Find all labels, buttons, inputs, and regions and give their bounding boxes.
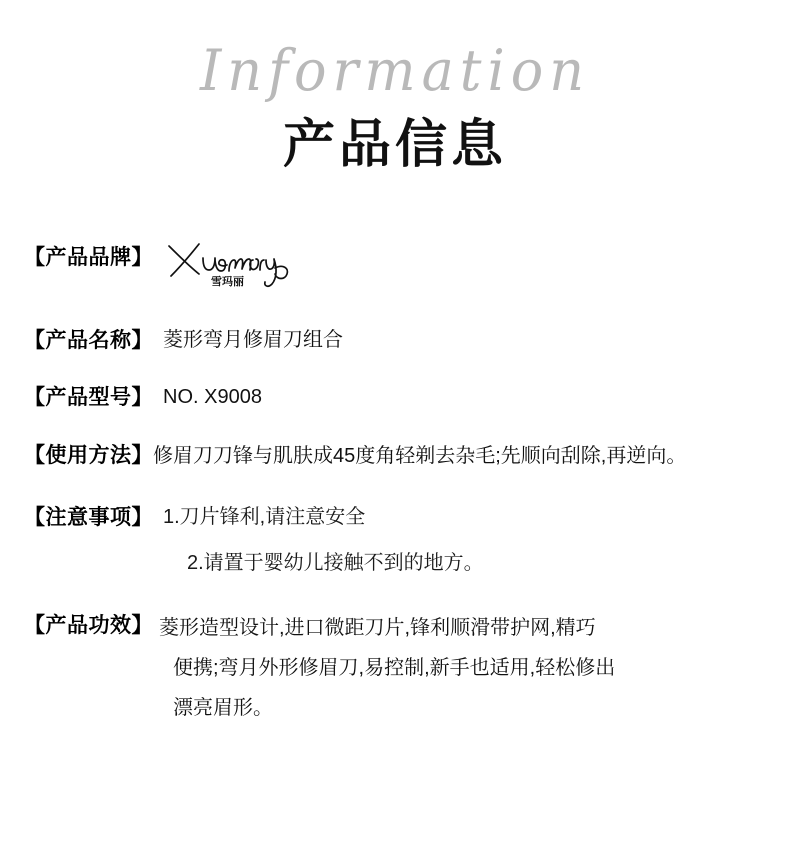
spec-label-notice: 【注意事项】 <box>24 505 153 529</box>
spec-value-model: NO. X9008 <box>163 386 262 409</box>
notice-line-1: 1.刀片锋利,请注意安全 <box>163 505 366 528</box>
page-header <box>0 0 790 176</box>
brand-logo-sub-text: 雪玛丽 <box>211 274 244 288</box>
spec-label-usage: 【使用方法】 <box>24 443 153 467</box>
efficacy-line-3: 漂亮眉形。 <box>173 696 273 719</box>
spec-label-name: 【产品名称】 <box>24 328 153 352</box>
spec-row-model <box>24 382 764 414</box>
script-title: Information <box>199 37 591 104</box>
spec-list <box>0 242 790 728</box>
efficacy-line-1: 菱形造型设计,进口微距刀片,锋利顺滑带护网,精巧 <box>159 616 596 639</box>
spec-value-efficacy <box>153 608 615 728</box>
spec-row-name <box>24 325 764 357</box>
brand-signature-icon <box>165 238 295 290</box>
efficacy-line-2: 便携;弯月外形修眉刀,易控制,新手也适用,轻松修出 <box>173 656 616 679</box>
spec-label-model: 【产品型号】 <box>24 386 153 410</box>
spec-row-efficacy <box>24 608 764 728</box>
brand-logo <box>153 238 295 295</box>
spec-label-brand: 【产品品牌】 <box>24 245 153 269</box>
spec-value-name: 菱形弯月修眉刀组合 <box>163 328 343 351</box>
spec-row-brand <box>24 242 764 299</box>
spec-row-notice <box>24 502 764 578</box>
notice-line-2: 2.请置于婴幼儿接触不到的地方。 <box>187 551 484 574</box>
spec-value-notice <box>153 502 484 578</box>
spec-label-efficacy: 【产品功效】 <box>24 613 153 637</box>
spec-row-usage <box>24 440 764 472</box>
page-title: 产品信息 <box>282 115 507 175</box>
spec-value-usage: 修眉刀刀锋与肌肤成45度角轻剃去杂毛;先顺向刮除,再逆向。 <box>153 444 687 467</box>
